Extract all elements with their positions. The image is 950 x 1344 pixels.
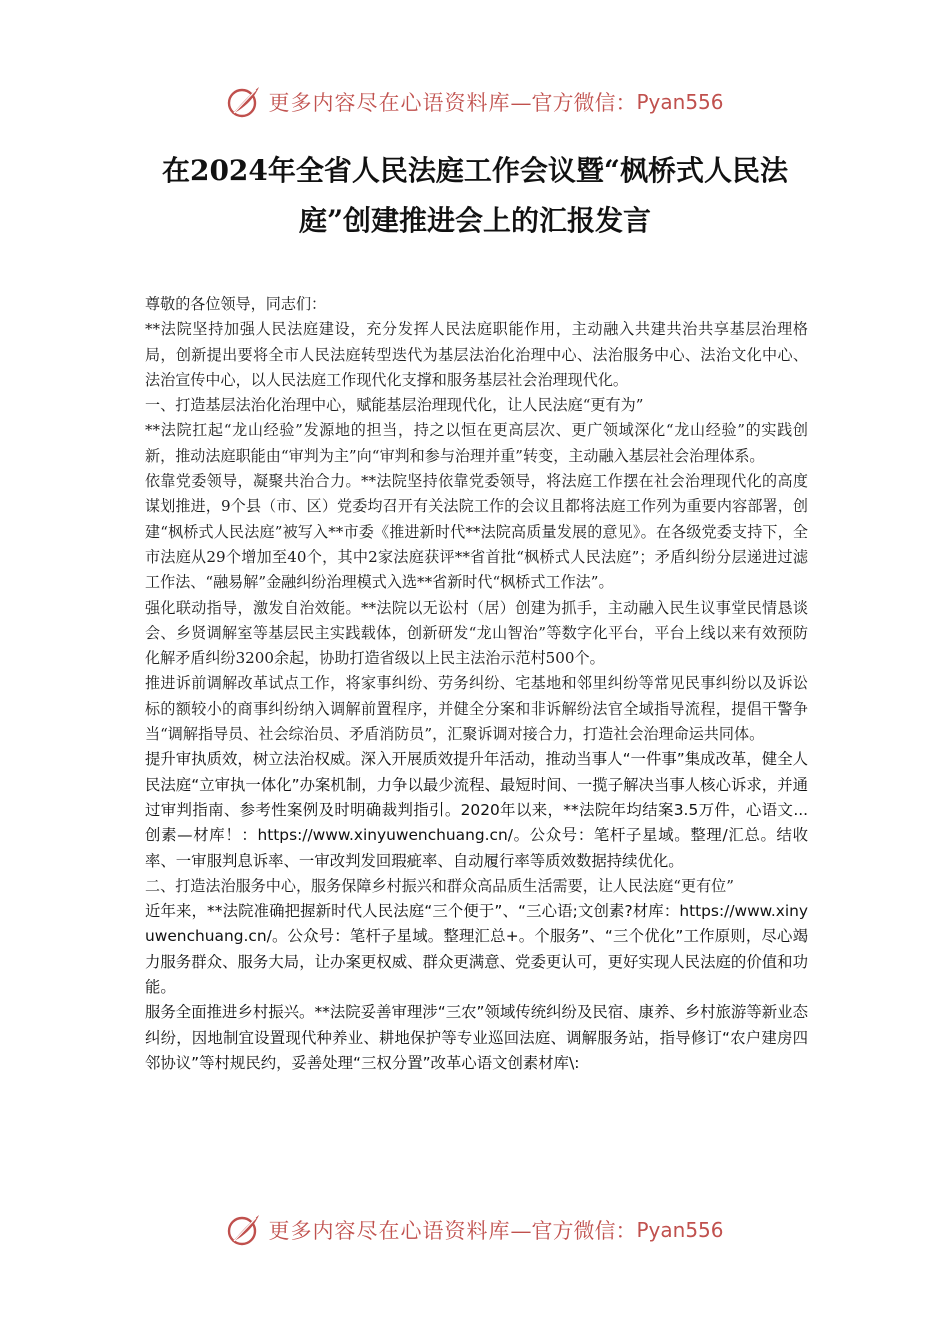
- salutation: 尊敬的各位领导，同志们：: [145, 295, 327, 313]
- banner-text: 更多内容尽在心语资料库: [268, 1219, 511, 1243]
- body-paragraph: **法院坚持加强人民法庭建设，充分发挥人民法庭职能作用，主动融入共建共治共享基层治理格局，创新提出要将全市人民法庭转型迭代为基层法治化治理中心、法治服务中心、法治文化中心、法治宣传中心，以人民法庭工作现代化支撑和服务基层社会治理现代化。: [145, 320, 808, 389]
- body-paragraph: 服务全面推进乡村振兴。**法院妥善审理涉“三农”领域传统纠纷及民宿、康养、乡村旅游等新业态纠纷，因地制宜设置现代种养业、耕地保护等专业巡回法庭、调解服务站，指导修订“农户建房四邻协议”等村规民约，妥善处理“三权分置”改革心语文创素材库\:: [145, 1003, 808, 1072]
- header-banner: [0, 80, 950, 124]
- feather-pen-logo-icon: [226, 84, 262, 120]
- section-heading: 一、打造基层法治化治理中心，赋能基层治理现代化，让人民法庭“更有为”: [145, 396, 644, 415]
- banner-wechat-id: Pyan556: [636, 1218, 724, 1242]
- feather-pen-logo-icon: [226, 1212, 262, 1248]
- body-paragraph: 强化联动指导，激发自治效能。**法院以无讼村（居）创建为抓手，主动融入民生议事堂民情恳谈会、乡贤调解室等基层民主实践载体，创新研发“龙山智治”等数字化平台，平台上线以来有效预防化解矛盾纠纷3200余起，协助打造省级以上民主法治示范村500个。: [145, 598, 808, 668]
- banner-text: 更多内容尽在心语资料库: [268, 91, 511, 115]
- body-paragraph: 推进诉前调解改革试点工作，将家事纠纷、劳务纠纷、宅基地和邻里纠纷等常见民事纠纷以及诉讼标的额较小的商事纠纷纳入调解前置程序，并健全分案和非诉解纷法官全域指导流程，提倡干警争当“调解指导员、社会综治员、矛盾消防员”，汇聚诉调对接合力，打造社会治理命运共同体。: [145, 674, 808, 744]
- body-paragraph: 提升审执质效，树立法治权威。深入开展质效提升年活动，推动当事人“一件事”集成改革，健全人民法庭“立审执一体化”办案机制，力争以最少流程、最短时间、一揽子解决当事人核心诉求，并通过审判指南、参考性案例及时明确裁判指引。2020年以来，**法院年均结案3.5万件，心语文...创素—材库！：https://www.xinyuwenchuang.cn/。公众号：笔杆子星域。整理/汇总。结收率、一审服判息诉率、一审改判发回瑕疵率、自动履行率等质效数据持续优化。: [145, 750, 808, 870]
- body-paragraph: 依靠党委领导，凝聚共治合力。**法院坚持依靠党委领导，将法庭工作摆在社会治理现代化的高度谋划推进，9个县（市、区）党委均召开有关法院工作的会议且都将法庭工作列为重要内容部署，创建“枫桥式人民法庭”被写入**市委《推进新时代**法院高质量发展的意见》。在各级党委支持下，全市法庭从29个增加至40个，其中2家法庭获评**省首批“枫桥式人民法庭”；矛盾纠纷分层递进过滤工作法、“融易解”金融纠纷治理模式入选**省新时代“枫桥式工作法”。: [145, 472, 808, 592]
- banner-wechat-id: Pyan556: [636, 90, 724, 114]
- document-title: 在2024年全省人民法庭工作会议暨“枫桥式人民法庭”创建推进会上的汇报发言: [161, 154, 789, 237]
- body-paragraph: 近年来，**法院准确把握新时代人民法庭“三个便于”、“三心语;文创素?材库：https://www.xinyuwenchuang.cn/。公众号：笔杆子星域。整理汇总+。个服务”、“三个优化”工作原则，尽心竭力服务群众、服务大局，让办案更权威、群众更满意、党委更认可，更好实现人民法庭的价值和功能。: [145, 902, 808, 997]
- footer-banner: [0, 1208, 950, 1252]
- section-heading: 二、打造法治服务中心，服务保障乡村振兴和群众高品质生活需要，让人民法庭“更有位”: [145, 876, 734, 895]
- banner-separator: —官方微信：: [510, 1219, 637, 1243]
- document-body: [145, 292, 808, 1076]
- body-paragraph: **法院扛起“龙山经验”发源地的担当，持之以恒在更高层次、更广领域深化“龙山经验”的实践创新，推动法庭职能由“审判为主”向“审判和参与治理并重”转变，主动融入基层社会治理体系。: [145, 421, 808, 465]
- banner-separator: —官方微信：: [510, 91, 637, 115]
